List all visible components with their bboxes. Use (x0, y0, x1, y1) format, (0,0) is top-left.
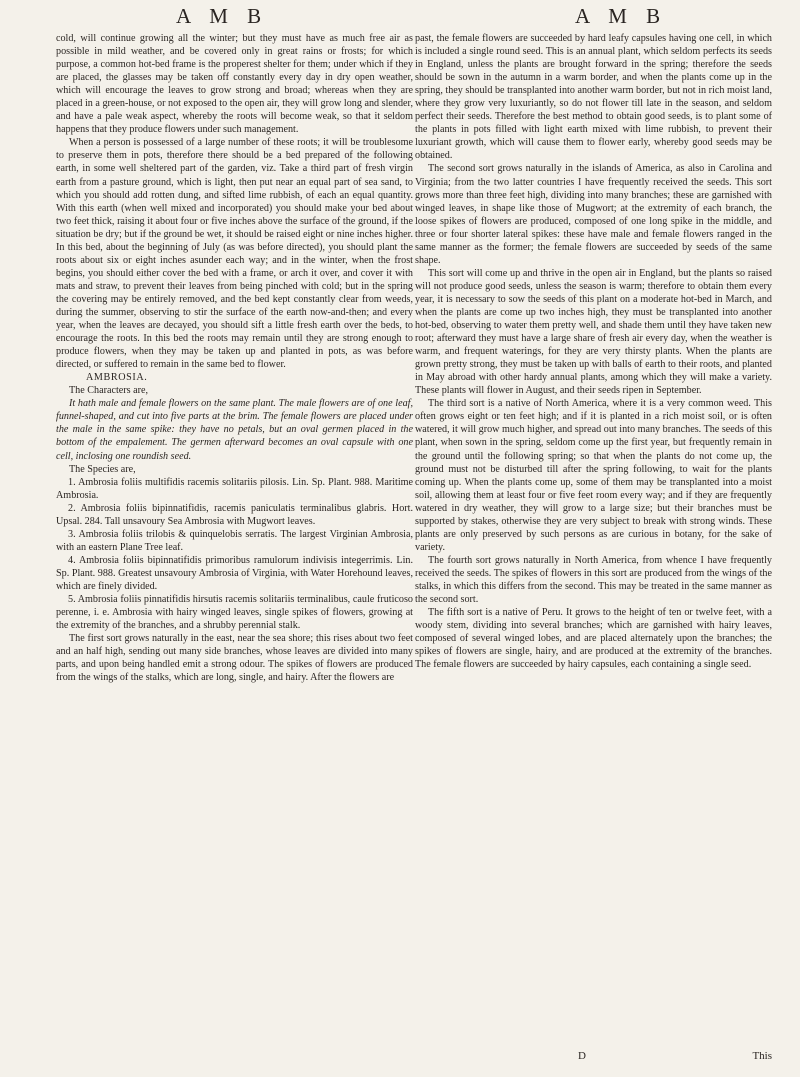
characters-description: It hath male and female flowers on the same plant. The male flowers are of one leaf, funnel-shaped, and cut into five parts at the brim. The female flowers are placed under the male in the same spike: they have no petals, but an oval germen placed in the bottom of the empalement. The germen afterward becomes an oval capsule with one cell, inclosing one roundish seed. (56, 398, 413, 462)
characters-heading: The Characters are, (69, 385, 148, 397)
species-entry: 3. Ambrosia foliis trilobis & quinquelobis serratis. The largest Virginian Ambrosia, with an eastern Plane Tree leaf. (56, 528, 413, 553)
paragraph: The second sort grows naturally in the islands of America, as also in Carolina and Virginia; from the two latter countries I have frequently received the seeds. This sort grows more than three feet high, dividing into many branches; these are garnished with winged leaves, in shape like those of Mugwort; at the extremity of each branch, the loose spikes of flowers are produced, composed of one long spike in the middle, and three or four shorter lateral spikes: these have male and female flowers ranged in the same manner as the former; the female flowers are succeeded by seeds of the same shape. (415, 163, 772, 266)
paragraph: The fifth sort is a native of Peru. It grows to the height of ten or twelve feet, with a woody stem, dividing into several branches; which are garnished with hairy leaves, composed of several winged lobes, and are placed alternately upon the branches; the spikes of flowers are single, hairy, and are produced at the extremity of the branches. The female flowers are succeeded by hairy capsules, each containing a single seed. (415, 607, 772, 671)
species-entry: 1. Ambrosia foliis multifidis racemis solitariis pilosis. Lin. Sp. Plant. 988. Maritime Ambrosia. (56, 476, 413, 501)
paragraph: When a person is possessed of a large number of these roots; it will be troublesome to preserve them in pots, therefore there should be a bed prepared of the following earth, in some well sheltered part of the garden, viz. Take a third part of fresh virgin earth from a pasture ground, which is light, then put near an equal part of sea sand, to which you should add rotten dung, and sifted lime rubbish, of each an equal quantity. With this earth (when well mixed and incorporated) you should make your bed about two feet thick, raising it about four or five inches above the surface of the ground, if the situation be dry; but if the ground be wet, it should be raised eight or nine inches higher. In this bed, about the beginning of July (as was before directed), you should plant the roots about six or eight inches asunder each way; and in the winter, when the frost begins, you should either cover the bed with a frame, or arch it over, and cover it with mats and straw, to prevent their leaves from being pinched with cold; but in the spring the covering may be entirely removed, and the bed kept constantly clear from weeds, during the summer, observing to stir the surface of the earth now-and-then; and every year, when the leaves are decayed, you should sift a little fresh earth over the beds, to encourage the roots. In this bed the roots may remain until they are strong enough to produce flowers, when they may be taken up and planted in pots, as was before directed, or suffered to remain in the same bed to flower. (56, 137, 413, 371)
running-head-right: A M B (575, 4, 668, 28)
paragraph: past, the female flowers are succeeded by hard leafy capsules having one cell, in which is included a single round seed. This is an annual plant, which seldom perfects its seeds in England, unless the plants are brought forward in the spring; therefore the seeds should be sown in the autumn in a warm border, and when the plants come up in the spring, they should be transplanted into another warm border, but not in rich moist land, where they grow very luxuriantly, so do not flower till late in the season, and seldom perfect their seeds. Therefore the best method to obtain good seeds, is to plant some of the plants in pots filled with light earth mixed with lime rubbish, to prevent their luxuriant growth, which will cause them to flower early, whereby good seeds may be obtained. (415, 33, 772, 162)
paragraph: The first sort grows naturally in the east, near the sea shore; this rises about two feet and an half high, sending out many side branches, whose leaves are divided into many parts, and upon being handled emit a strong odour. The spikes of flowers are produced from the wings of the stalks, which are long, single, and hairy. After the flowers are (56, 633, 413, 684)
catchword: This (752, 1050, 772, 1062)
species-entry: 4. Ambrosia foliis bipinnatifidis primoribus ramulorum indivisis integerrimis. Lin. Sp. Plant. 988. Greatest unsavoury Ambrosia of Virginia, with Water Horehound leaves, which are finely divided. (56, 554, 413, 592)
right-column (415, 32, 772, 671)
paragraph: This sort will come up and thrive in the open air in England, but the plants so raised will not produce good seeds, unless the season is warm; therefore to obtain them every year, it is necessary to sow the seeds of this plant on a moderate hot-bed in March, and when the plants are come up two inches high, they must be transplanted into another hot-bed, observing to water them pretty well, and shade them until they have taken new root; afterward they must have a large share of fresh air every day, when the weather is warm, and frequent waterings, for they are very thirsty plants. When the plants are grown pretty strong, they must be taken up with balls of earth to their roots, and planted in May abroad with other hardy annual plants, among which they will make a variety. These plants will flower in August, and their seeds ripen in September. (415, 267, 772, 397)
paragraph: cold, will continue growing all the winter; but they must have as much free air as possible in mild weather, and be covered only in great rains or frosts; for which purpose, a common hot-bed frame is the properest shelter for them; under which if they are placed, the glasses may be taken off constantly every day in dry open weather, which will encourage the leaves to grow strong and broad; whereas when they are placed in a green-house, or not exposed to the open air, they will grow long and slender, and have a pale weak aspect, whereby the roots will become weak, so that it seldom happens that they produce flowers under such management. (56, 33, 413, 136)
paragraph: The fourth sort grows naturally in North America, from whence I have frequently received the seeds. The spikes of flowers in this sort are produced from the wings of the stalks, in which this differs from the second. This may be treated in the same manner as the second sort. (415, 554, 772, 606)
page-footer (415, 1050, 772, 1066)
entry-title: AMBROSIA. (86, 372, 148, 384)
running-head (0, 4, 800, 30)
left-column (56, 32, 413, 684)
species-heading: The Species are, (69, 463, 136, 475)
running-head-left: A M B (176, 4, 269, 28)
signature-mark: D (578, 1050, 588, 1062)
species-entry: 2. Ambrosia foliis bipinnatifidis, racemis paniculatis terminalibus glabris. Hort. Upsal. 284. Tall unsavoury Sea Ambrosia with Mugwort leaves. (56, 502, 413, 527)
species-entry: 5. Ambrosia foliis pinnatifidis hirsutis racemis solitariis terminalibus, caule fruticoso perenne, i. e. Ambrosia with hairy winged leaves, single spikes of flowers, growing at the extremity of the branches, and a shrubby perennial stalk. (56, 594, 413, 632)
paragraph: The third sort is a native of North America, where it is a very common weed. This often grows eight or ten feet high; and if it is planted in a rich moist soil, or is often watered, it will grow much higher, and spread out into many branches. The seeds of this plant, when sown in the spring, seldom come up the first year, but frequently remain in the ground until the following spring; so that when the plants do not come up, the ground must not be disturbed till after the spring following, to wait for the plants coming up. When the plants come up, some of them may be transplanted into a moist soil, allowing them at least four or five feet room every way; and if they are frequently watered in dry weather, they will grow to a large size; but their branches must be supported by stakes, otherwise they are very subject to break with strong winds. These plants are only preserved by such persons as are curious in botany, for the sake of variety. (415, 398, 772, 553)
